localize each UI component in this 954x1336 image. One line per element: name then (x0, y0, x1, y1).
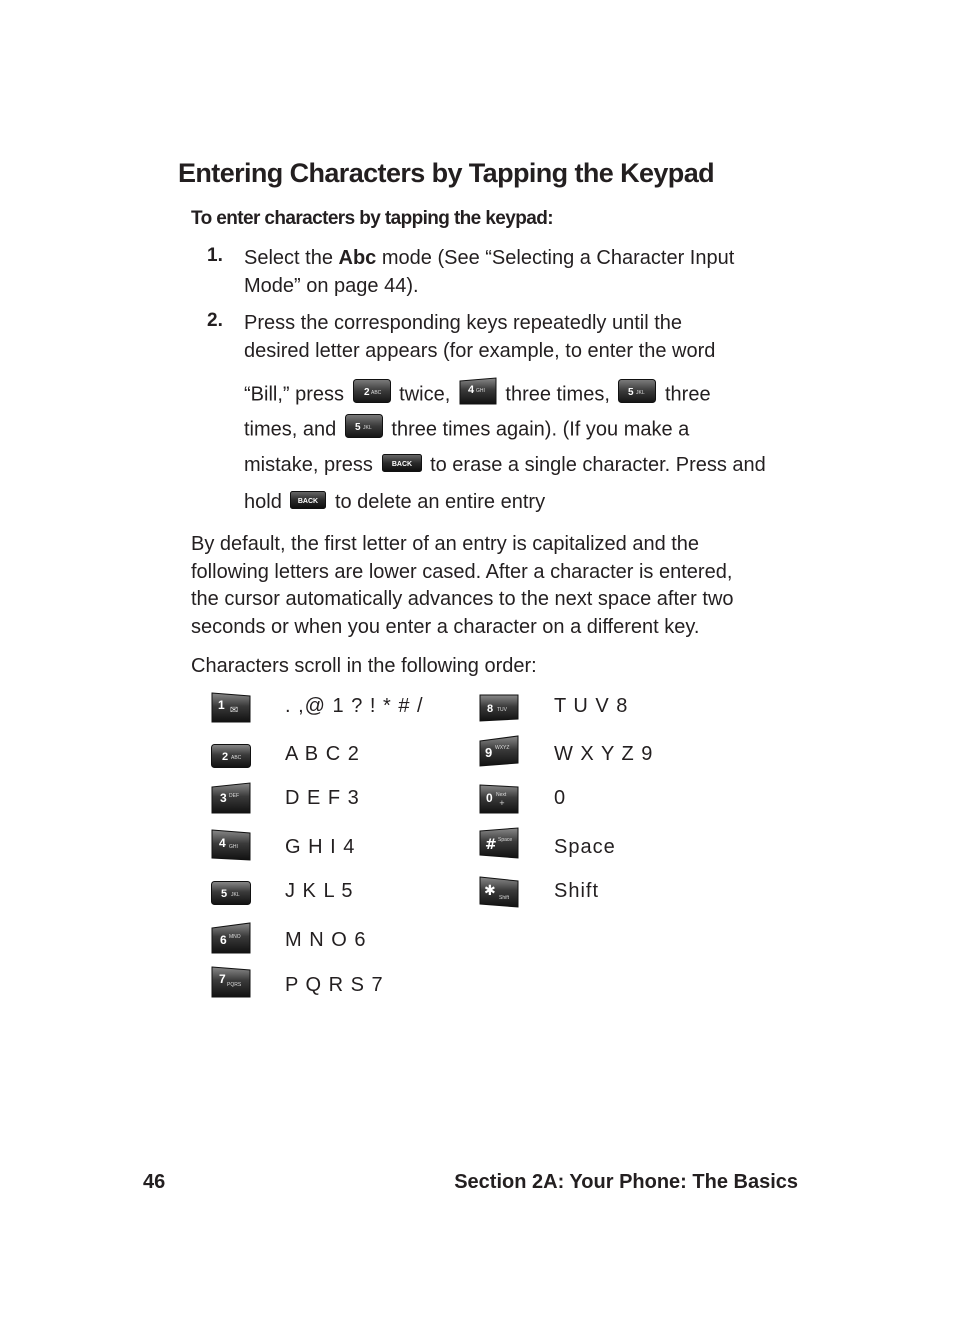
key-3-icon (211, 782, 251, 814)
svg-text:0: 0 (486, 791, 493, 805)
svg-text:PQRS: PQRS (227, 982, 242, 988)
key-2-icon (353, 379, 391, 411)
step-2-line-6 (244, 488, 545, 517)
step-1-text-a: Select the (244, 247, 339, 269)
svg-text:2: 2 (222, 751, 229, 763)
key-0-icon (479, 784, 519, 814)
key-9-icon (479, 735, 519, 767)
body-paragraph-line-2: following letters are lower cased. After a character is entered, (191, 561, 733, 583)
key-0-sequence: 0 (554, 787, 567, 809)
section-title: Section 2A: Your Phone: The Basics (454, 1171, 798, 1193)
key-4-icon (211, 829, 251, 861)
key-8-sequence: T U V 8 (554, 695, 629, 717)
step-2-line-5 (244, 451, 766, 480)
step-2-number: 2. (207, 310, 223, 331)
step-2-text-delete: to delete an entire entry (334, 491, 546, 513)
key-7-sequence: P Q R S 7 (285, 974, 384, 996)
key-2-icon (211, 744, 251, 768)
svg-text:JKL: JKL (231, 892, 240, 898)
step-2-text-bill: “Bill,” press (244, 383, 345, 406)
abc-mode-label: Abc (338, 247, 377, 269)
step-2-text-three: three (665, 383, 711, 406)
step-2-text-mistake: mistake, press (244, 454, 373, 476)
svg-text:WXYZ: WXYZ (495, 745, 510, 751)
step-2-line-2: desired letter appears (for example, to enter the word (244, 340, 716, 362)
key-pound-icon (479, 827, 519, 859)
svg-text:5: 5 (221, 888, 228, 900)
scroll-order-intro: Characters scroll in the following order: (191, 655, 537, 677)
key-1-sequence: . ,@ 1 ? ! * # / (285, 695, 424, 717)
svg-text:GHI: GHI (229, 844, 238, 850)
svg-text:✱: ✱ (484, 883, 496, 899)
svg-text:1: 1 (218, 698, 225, 712)
svg-text:BACK: BACK (391, 460, 412, 468)
key-6-icon (211, 922, 251, 954)
page-number: 46 (143, 1171, 166, 1193)
key-pound-sequence: Space (554, 836, 616, 858)
key-2-sequence: A B C 2 (285, 743, 360, 765)
key-9-sequence: W X Y Z 9 (554, 743, 654, 765)
step-2-text-three-times: three times, (505, 383, 610, 406)
step-2-line-1: Press the corresponding keys repeatedly until the (244, 312, 683, 334)
key-5-icon (618, 379, 656, 411)
key-4-sequence: G H I 4 (285, 836, 356, 858)
back-key-icon (290, 489, 326, 517)
svg-text:Space: Space (498, 837, 513, 843)
body-paragraph-line-4: seconds or when you enter a character on a different key. (191, 616, 700, 638)
svg-text:2: 2 (363, 387, 370, 398)
key-star-sequence: Shift (554, 880, 600, 902)
svg-text:ABC: ABC (231, 755, 242, 761)
svg-text:TUV: TUV (497, 707, 507, 713)
svg-text:4: 4 (219, 836, 226, 850)
key-8-icon (479, 694, 519, 722)
body-paragraph-line-3: the cursor automatically advances to the next space after two (191, 588, 734, 610)
key-7-icon (211, 966, 251, 998)
step-2-text-times-and: times, and (244, 418, 337, 441)
svg-text:ABC: ABC (370, 390, 381, 396)
step-1-line-2: Mode” on page 44). (244, 275, 419, 297)
step-2-text-three-again: three times again). (If you make a (391, 418, 690, 441)
svg-text:9: 9 (485, 745, 493, 760)
svg-text:✉: ✉ (230, 705, 239, 716)
step-2-text-hold: hold (244, 491, 282, 513)
svg-text:6: 6 (220, 933, 227, 947)
step-1-text-b: mode (See “Selecting a Character Input (376, 247, 735, 269)
step-2-line-3 (244, 377, 711, 413)
step-2-text-twice: twice, (399, 383, 451, 406)
svg-text:#: # (485, 837, 497, 853)
svg-text:5: 5 (354, 422, 361, 433)
procedure-heading: To enter characters by tapping the keypad: (191, 208, 553, 229)
svg-text:5: 5 (628, 387, 634, 398)
svg-text:7: 7 (219, 972, 226, 986)
key-4-icon (459, 377, 497, 413)
key-6-sequence: M N O 6 (285, 929, 367, 951)
svg-text:BACK: BACK (298, 497, 319, 505)
back-key-icon (382, 452, 422, 480)
svg-text:DEF: DEF (229, 793, 239, 799)
key-5-icon (211, 881, 251, 905)
svg-text:Next: Next (496, 792, 507, 798)
svg-text:4: 4 (467, 384, 474, 396)
key-star-icon (479, 876, 519, 908)
body-paragraph-line-1: By default, the first letter of an entry is capitalized and the (191, 533, 700, 555)
step-1-number: 1. (207, 245, 223, 266)
svg-text:JKL: JKL (636, 390, 646, 396)
svg-text:Shift: Shift (499, 895, 510, 901)
svg-text:8: 8 (487, 703, 494, 715)
step-2-text-erase: to erase a single character. Press and (430, 454, 766, 476)
key-5-sequence: J K L 5 (285, 880, 354, 902)
key-1-icon (211, 691, 251, 723)
key-3-sequence: D E F 3 (285, 787, 360, 809)
step-2-line-4 (244, 414, 689, 446)
svg-text:MNO: MNO (229, 934, 241, 940)
section-heading: Entering Characters by Tapping the Keypad (178, 158, 715, 188)
svg-text:3: 3 (220, 791, 227, 805)
svg-text:GHI: GHI (475, 388, 485, 394)
svg-text:+: + (499, 799, 505, 807)
key-5-icon (345, 414, 383, 446)
svg-text:JKL: JKL (362, 425, 372, 431)
step-1-line-1 (244, 244, 734, 272)
